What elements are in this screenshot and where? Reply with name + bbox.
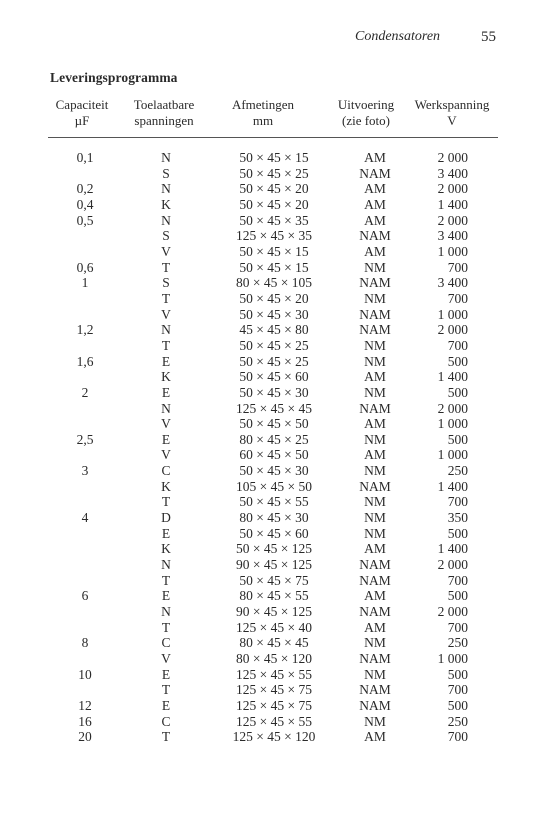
cell-uitvoering: NAM [359,697,391,713]
column-header-line: Uitvoering [337,97,395,112]
cell-toelaatbare: T [161,682,171,698]
cell-afmetingen: 80 × 45 × 105 [236,275,312,291]
cell-capaciteit: 2 [81,384,89,400]
cell-werkspanning: 250 [447,635,468,651]
cell-capaciteit: 4 [81,510,89,526]
cell-werkspanning: 1 400 [437,369,468,385]
cell-afmetingen: 50 × 45 × 75 [239,572,309,588]
cell-werkspanning: 500 [447,431,468,447]
cell-afmetingen: 90 × 45 × 125 [236,604,312,620]
cell-capaciteit: 0,5 [76,212,94,228]
cell-toelaatbare: T [161,494,171,510]
table-row [0,557,538,573]
cell-werkspanning: 3 400 [437,275,468,291]
table-row [0,651,538,667]
cell-werkspanning: 3 400 [437,165,468,181]
cell-werkspanning: 1 400 [437,541,468,557]
table-row [0,291,538,307]
table-row [0,322,538,338]
table-row [0,620,538,636]
cell-werkspanning: 700 [447,729,468,745]
cell-uitvoering: AM [364,541,386,557]
cell-werkspanning: 250 [447,713,468,729]
column-header-line: spanningen [134,113,194,128]
table-row [0,228,538,244]
table-row [0,447,538,463]
cell-werkspanning: 2 000 [437,400,468,416]
cell-toelaatbare: E [161,431,171,447]
cell-afmetingen: 50 × 45 × 50 [239,416,309,432]
cell-afmetingen: 50 × 45 × 60 [239,525,309,541]
cell-werkspanning: 2 000 [437,557,468,573]
cell-uitvoering: NM [364,494,386,510]
cell-uitvoering: AM [364,619,386,635]
cell-toelaatbare: K [161,478,171,494]
cell-afmetingen: 80 × 45 × 45 [239,635,309,651]
cell-capaciteit: 1 [81,275,89,291]
table-row [0,463,538,479]
cell-afmetingen: 50 × 45 × 125 [236,541,312,557]
cell-uitvoering: NM [364,713,386,729]
cell-uitvoering: NAM [359,604,391,620]
cell-uitvoering: AM [364,196,386,212]
cell-werkspanning: 500 [447,588,468,604]
cell-capaciteit: 0,2 [76,181,94,197]
cell-toelaatbare: E [161,525,171,541]
section-heading: Leveringsprogramma [50,70,178,85]
cell-afmetingen: 125 × 45 × 120 [232,729,316,745]
cell-capaciteit: 1,6 [76,353,94,369]
table-row [0,698,538,714]
cell-toelaatbare: C [161,635,171,651]
cell-afmetingen: 50 × 45 × 15 [239,150,309,165]
cell-afmetingen: 50 × 45 × 30 [239,384,309,400]
table-row [0,275,538,291]
cell-uitvoering: NAM [359,572,391,588]
cell-toelaatbare: T [161,572,171,588]
cell-toelaatbare: T [161,619,171,635]
cell-toelaatbare: E [161,697,171,713]
cell-uitvoering: AM [364,588,386,604]
cell-afmetingen: 50 × 45 × 30 [239,463,309,479]
cell-werkspanning: 500 [447,697,468,713]
cell-afmetingen: 50 × 45 × 25 [239,353,309,369]
cell-werkspanning: 1 000 [437,306,468,322]
cell-afmetingen: 45 × 45 × 80 [239,322,309,338]
table-row [0,166,538,182]
cell-werkspanning: 500 [447,525,468,541]
cell-toelaatbare: N [161,604,171,620]
capacitor-table [0,150,538,745]
cell-werkspanning: 1 400 [437,478,468,494]
table-row [0,526,538,542]
header-divider [48,137,498,138]
column-header-line: Capaciteit [55,97,109,112]
table-row [0,244,538,260]
cell-capaciteit: 1,2 [76,322,94,338]
cell-werkspanning: 2 000 [437,212,468,228]
cell-uitvoering: NAM [359,275,391,291]
table-row [0,635,538,651]
cell-uitvoering: AM [364,181,386,197]
table-row [0,667,538,683]
cell-uitvoering: NAM [359,400,391,416]
cell-werkspanning: 500 [447,353,468,369]
table-row [0,385,538,401]
cell-werkspanning: 700 [447,259,468,275]
cell-werkspanning: 700 [447,290,468,306]
cell-uitvoering: NM [364,666,386,682]
cell-uitvoering: AM [364,369,386,385]
cell-capaciteit: 0,4 [76,196,94,212]
column-header-line: Werkspanning [414,97,490,112]
cell-uitvoering: NM [364,463,386,479]
table-row [0,479,538,495]
cell-uitvoering: NAM [359,478,391,494]
cell-toelaatbare: E [161,353,171,369]
cell-toelaatbare: E [161,666,171,682]
cell-werkspanning: 1 000 [437,447,468,463]
column-header-line: (zie foto) [341,113,390,128]
cell-uitvoering: NM [364,259,386,275]
cell-werkspanning: 700 [447,682,468,698]
column-header-uitvoering [330,97,402,129]
cell-toelaatbare: K [161,369,171,385]
table-row [0,714,538,730]
cell-capaciteit: 0,1 [76,150,94,165]
cell-afmetingen: 50 × 45 × 55 [239,494,309,510]
cell-toelaatbare: C [161,463,171,479]
cell-capaciteit: 10 [78,666,92,682]
cell-capaciteit: 0,6 [76,259,94,275]
column-header-unit: V [447,113,457,128]
cell-toelaatbare: T [161,259,171,275]
cell-afmetingen: 60 × 45 × 50 [239,447,309,463]
cell-werkspanning: 2 000 [437,150,468,165]
table-row [0,573,538,589]
cell-uitvoering: AM [364,243,386,259]
cell-afmetingen: 105 × 45 × 50 [236,478,312,494]
cell-toelaatbare: V [161,306,171,322]
cell-toelaatbare: T [161,290,171,306]
cell-afmetingen: 80 × 45 × 25 [239,431,309,447]
cell-uitvoering: AM [364,150,386,165]
cell-afmetingen: 125 × 45 × 55 [236,666,312,682]
cell-toelaatbare: V [161,243,171,259]
cell-afmetingen: 125 × 45 × 45 [236,400,312,416]
cell-afmetingen: 125 × 45 × 55 [236,713,312,729]
table-row [0,150,538,166]
cell-werkspanning: 700 [447,572,468,588]
cell-uitvoering: NAM [359,228,391,244]
table-row [0,213,538,229]
cell-afmetingen: 50 × 45 × 60 [239,369,309,385]
table-row [0,197,538,213]
cell-uitvoering: NM [364,431,386,447]
cell-werkspanning: 250 [447,463,468,479]
cell-toelaatbare: S [162,228,170,244]
cell-uitvoering: NAM [359,306,391,322]
cell-uitvoering: NAM [359,651,391,666]
cell-capaciteit: 6 [81,588,89,604]
cell-uitvoering: NM [364,510,386,526]
cell-toelaatbare: N [161,150,171,165]
cell-afmetingen: 50 × 45 × 25 [239,337,309,353]
cell-afmetingen: 80 × 45 × 120 [236,651,312,666]
cell-werkspanning: 700 [447,619,468,635]
cell-afmetingen: 50 × 45 × 35 [239,212,309,228]
cell-afmetingen: 125 × 45 × 75 [236,697,312,713]
cell-capaciteit: 20 [78,729,92,745]
cell-afmetingen: 50 × 45 × 30 [239,306,309,322]
cell-toelaatbare: K [161,541,171,557]
cell-werkspanning: 1 000 [437,243,468,259]
cell-afmetingen: 125 × 45 × 40 [236,619,312,635]
page-number: 55 [481,29,496,45]
cell-uitvoering: AM [364,212,386,228]
cell-afmetingen: 50 × 45 × 20 [239,290,309,306]
cell-toelaatbare: V [161,447,171,463]
table-row [0,338,538,354]
cell-uitvoering: NM [364,353,386,369]
cell-werkspanning: 350 [447,510,468,526]
table-row [0,432,538,448]
table-row [0,369,538,385]
cell-capaciteit: 16 [78,713,92,729]
cell-afmetingen: 50 × 45 × 20 [239,181,309,197]
cell-werkspanning: 2 000 [437,322,468,338]
cell-toelaatbare: T [161,337,171,353]
column-header-werkspanning [405,97,499,129]
cell-capaciteit: 3 [81,463,89,479]
table-row [0,510,538,526]
column-header-unit: mm [252,113,274,128]
table-row [0,604,538,620]
cell-afmetingen: 125 × 45 × 75 [236,682,312,698]
cell-afmetingen: 90 × 45 × 125 [236,557,312,573]
cell-toelaatbare: V [161,416,171,432]
cell-uitvoering: NM [364,525,386,541]
cell-uitvoering: NM [364,290,386,306]
cell-toelaatbare: T [161,729,171,745]
cell-capaciteit: 8 [81,635,89,651]
table-row [0,494,538,510]
cell-toelaatbare: S [162,275,170,291]
cell-afmetingen: 50 × 45 × 15 [239,243,309,259]
table-row [0,354,538,370]
cell-uitvoering: NAM [359,557,391,573]
column-header-capaciteit [48,97,116,129]
cell-toelaatbare: E [161,384,171,400]
column-header-unit: µF [74,113,90,128]
cell-uitvoering: NM [364,384,386,400]
cell-werkspanning: 2 000 [437,181,468,197]
cell-toelaatbare: C [161,713,171,729]
cell-afmetingen: 125 × 45 × 35 [236,228,312,244]
cell-toelaatbare: N [161,322,171,338]
cell-toelaatbare: S [162,165,170,181]
cell-werkspanning: 1 400 [437,196,468,212]
column-header-toelaatbare [126,97,202,129]
table-row [0,401,538,417]
cell-capaciteit: 2,5 [76,431,94,447]
cell-werkspanning: 1 000 [437,416,468,432]
cell-toelaatbare: K [161,196,171,212]
cell-uitvoering: NAM [359,682,391,698]
cell-afmetingen: 50 × 45 × 25 [239,165,309,181]
cell-afmetingen: 80 × 45 × 30 [239,510,309,526]
cell-werkspanning: 700 [447,337,468,353]
cell-uitvoering: NM [364,635,386,651]
cell-afmetingen: 50 × 45 × 20 [239,196,309,212]
cell-uitvoering: NAM [359,165,391,181]
cell-toelaatbare: N [161,400,171,416]
cell-werkspanning: 1 000 [437,651,468,666]
cell-toelaatbare: N [161,181,171,197]
cell-toelaatbare: N [161,212,171,228]
cell-toelaatbare: N [161,557,171,573]
column-header-afmetingen [224,97,302,129]
cell-werkspanning: 3 400 [437,228,468,244]
cell-werkspanning: 700 [447,494,468,510]
cell-werkspanning: 2 000 [437,604,468,620]
cell-afmetingen: 50 × 45 × 15 [239,259,309,275]
cell-uitvoering: AM [364,729,386,745]
table-row [0,181,538,197]
cell-uitvoering: NAM [359,322,391,338]
cell-capaciteit: 12 [78,697,92,713]
table-row [0,588,538,604]
column-header-line: Afmetingen [231,97,295,112]
cell-uitvoering: NM [364,337,386,353]
cell-uitvoering: AM [364,416,386,432]
cell-werkspanning: 500 [447,384,468,400]
column-header-line: Toelaatbare [133,97,195,112]
running-title: Condensatoren [355,29,441,44]
cell-toelaatbare: E [161,588,171,604]
table-row [0,260,538,276]
table-row [0,307,538,323]
cell-toelaatbare: D [161,510,171,526]
table-row [0,729,538,745]
table-row [0,682,538,698]
cell-toelaatbare: V [161,651,171,666]
table-row [0,541,538,557]
table-row [0,416,538,432]
cell-uitvoering: AM [364,447,386,463]
cell-werkspanning: 500 [447,666,468,682]
cell-afmetingen: 80 × 45 × 55 [239,588,309,604]
